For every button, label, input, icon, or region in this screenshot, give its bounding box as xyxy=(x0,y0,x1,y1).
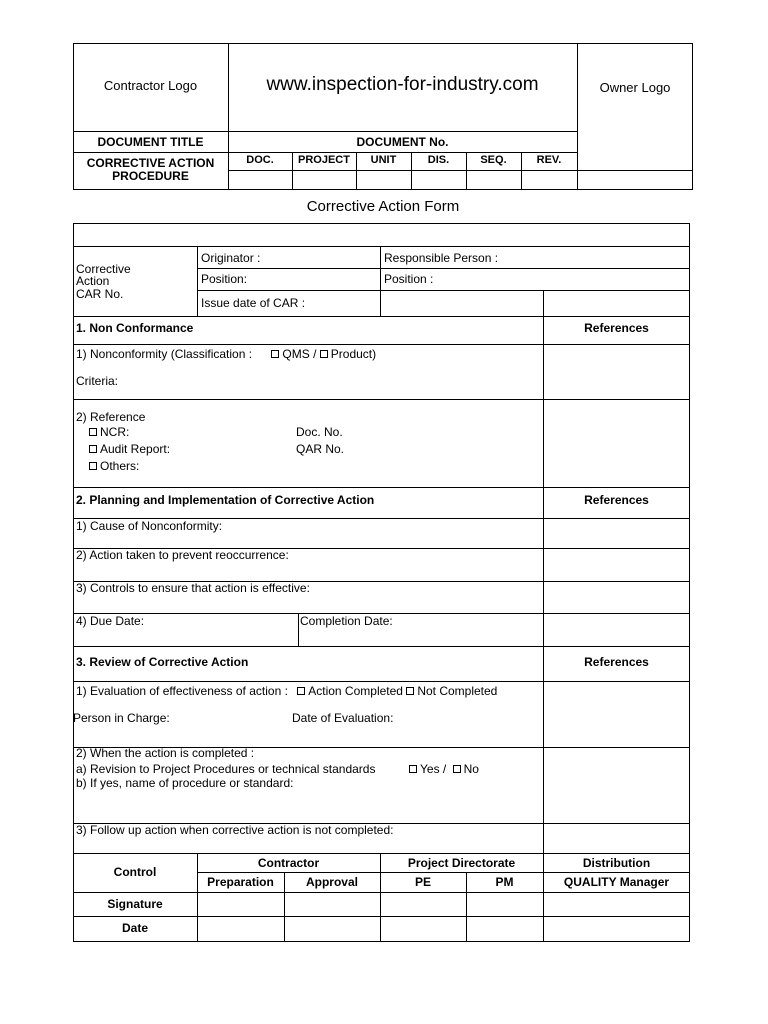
action-completed-checkbox[interactable] xyxy=(297,687,305,695)
date-of-evaluation-field[interactable]: Date of Evaluation: xyxy=(292,711,394,725)
dis-column: DIS. xyxy=(427,154,450,166)
car-label-line1: Corrective xyxy=(76,262,131,276)
action-taken-field[interactable]: 2) Action taken to prevent reoccurrence: xyxy=(76,548,289,562)
qms-checkbox[interactable] xyxy=(271,350,279,358)
if-yes-field[interactable]: b) If yes, name of procedure or standard: xyxy=(76,776,294,790)
car-label-line2: Action xyxy=(76,274,110,288)
revision-label: a) Revision to Project Procedures or technical standards xyxy=(76,762,376,776)
due-date-field[interactable]: 4) Due Date: xyxy=(76,614,145,628)
row-divider xyxy=(73,399,690,400)
evaluation-field xyxy=(76,685,497,697)
qms-label: QMS / xyxy=(282,347,317,361)
row-divider xyxy=(73,646,690,647)
project-column: PROJECT xyxy=(298,154,350,166)
section3-title: 3. Review of Corrective Action xyxy=(76,655,249,669)
criteria-field[interactable]: Criteria: xyxy=(76,374,119,388)
row-divider xyxy=(73,246,690,247)
row-divider xyxy=(73,316,690,317)
contractor-header: Contractor xyxy=(257,856,320,870)
header-divider xyxy=(577,43,578,190)
date-row-label: Date xyxy=(121,921,148,935)
row-divider xyxy=(73,344,690,345)
contractor-logo: Contractor Logo xyxy=(103,78,198,93)
originator-field[interactable]: Originator : xyxy=(201,251,261,265)
col-divider xyxy=(298,613,299,646)
no-label: No xyxy=(463,762,479,776)
preparation-header: Preparation xyxy=(207,875,274,889)
section2-title: 2. Planning and Implementation of Corrective Action xyxy=(76,493,375,507)
approval-header: Approval xyxy=(305,875,358,889)
control-label: Control xyxy=(113,865,157,879)
not-completed-label: Not Completed xyxy=(417,684,498,698)
pe-header: PE xyxy=(414,875,431,889)
row-divider xyxy=(73,487,690,488)
reference-label: 2) Reference xyxy=(76,410,146,424)
ncr-label: NCR: xyxy=(100,425,130,439)
responsible-person-field[interactable]: Responsible Person : xyxy=(384,251,499,265)
audit-report-label: Audit Report: xyxy=(100,442,171,456)
header-divider xyxy=(73,131,577,132)
form-title: Corrective Action Form xyxy=(306,198,460,215)
section1-references: References xyxy=(584,321,649,335)
rev-column: REV. xyxy=(536,154,562,166)
position-left-field[interactable]: Position: xyxy=(201,272,248,286)
audit-report-option[interactable] xyxy=(89,443,170,455)
nonconformity-label: 1) Nonconformity (Classification : xyxy=(76,347,253,361)
col-divider xyxy=(197,246,198,316)
document-no-label: DOCUMENT No. xyxy=(356,135,449,149)
ncr-checkbox[interactable] xyxy=(89,428,97,436)
header-divider xyxy=(228,43,229,190)
product-checkbox[interactable] xyxy=(320,350,328,358)
section3-references: References xyxy=(584,655,649,669)
evaluation-label: 1) Evaluation of effectiveness of action : xyxy=(76,684,288,698)
row-divider xyxy=(73,853,690,854)
row-divider xyxy=(197,268,690,269)
quality-manager-header: QUALITY Manager xyxy=(563,875,670,889)
no-checkbox[interactable] xyxy=(453,765,461,773)
nonconformity-field xyxy=(76,348,376,360)
qar-no-field[interactable]: QAR No. xyxy=(296,442,345,456)
when-completed-label: 2) When the action is completed : xyxy=(76,746,255,760)
pm-header: PM xyxy=(495,875,514,889)
yes-label: Yes / xyxy=(420,762,447,776)
seq-column: SEQ. xyxy=(480,154,507,166)
action-completed-label: Action Completed xyxy=(308,684,403,698)
cause-field[interactable]: 1) Cause of Nonconformity: xyxy=(76,519,223,533)
car-number-label: CAR No. xyxy=(76,287,124,301)
position-right-field[interactable]: Position : xyxy=(384,272,434,286)
distribution-header: Distribution xyxy=(582,856,651,870)
header-divider xyxy=(228,170,693,171)
doc-no-field[interactable]: Doc. No. xyxy=(296,425,343,439)
not-completed-checkbox[interactable] xyxy=(406,687,414,695)
ncr-option[interactable] xyxy=(89,426,129,438)
row-divider xyxy=(197,290,690,291)
product-label: Product) xyxy=(330,347,377,361)
document-title: CORRECTIVE ACTION PROCEDURE xyxy=(86,156,215,183)
row-divider xyxy=(73,916,690,917)
issue-date-field[interactable]: Issue date of CAR : xyxy=(201,296,306,310)
yes-no-option xyxy=(409,763,479,775)
controls-field[interactable]: 3) Controls to ensure that action is effective: xyxy=(76,581,310,595)
signature-row-label: Signature xyxy=(107,897,163,911)
follow-up-field[interactable]: 3) Follow up action when corrective action is not completed: xyxy=(76,823,394,837)
section2-references: References xyxy=(584,493,649,507)
person-in-charge-field[interactable]: Person in Charge: xyxy=(73,711,170,725)
row-divider xyxy=(73,892,690,893)
others-checkbox[interactable] xyxy=(89,462,97,470)
col-divider xyxy=(380,246,381,316)
project-directorate-header: Project Directorate xyxy=(407,856,516,870)
others-label: Others: xyxy=(100,459,140,473)
audit-report-checkbox[interactable] xyxy=(89,445,97,453)
row-divider xyxy=(197,872,690,873)
website-url: www.inspection-for-industry.com xyxy=(266,74,539,95)
owner-logo: Owner Logo xyxy=(599,80,671,95)
others-option[interactable] xyxy=(89,460,139,472)
yes-checkbox[interactable] xyxy=(409,765,417,773)
document-title-label: DOCUMENT TITLE xyxy=(97,135,204,149)
header-divider xyxy=(73,152,577,153)
unit-column: UNIT xyxy=(370,154,397,166)
col-divider xyxy=(543,290,544,853)
completion-date-field[interactable]: Completion Date: xyxy=(300,614,393,628)
doc-column: DOC. xyxy=(246,154,274,166)
section1-title: 1. Non Conformance xyxy=(76,321,194,335)
row-divider xyxy=(73,681,690,682)
